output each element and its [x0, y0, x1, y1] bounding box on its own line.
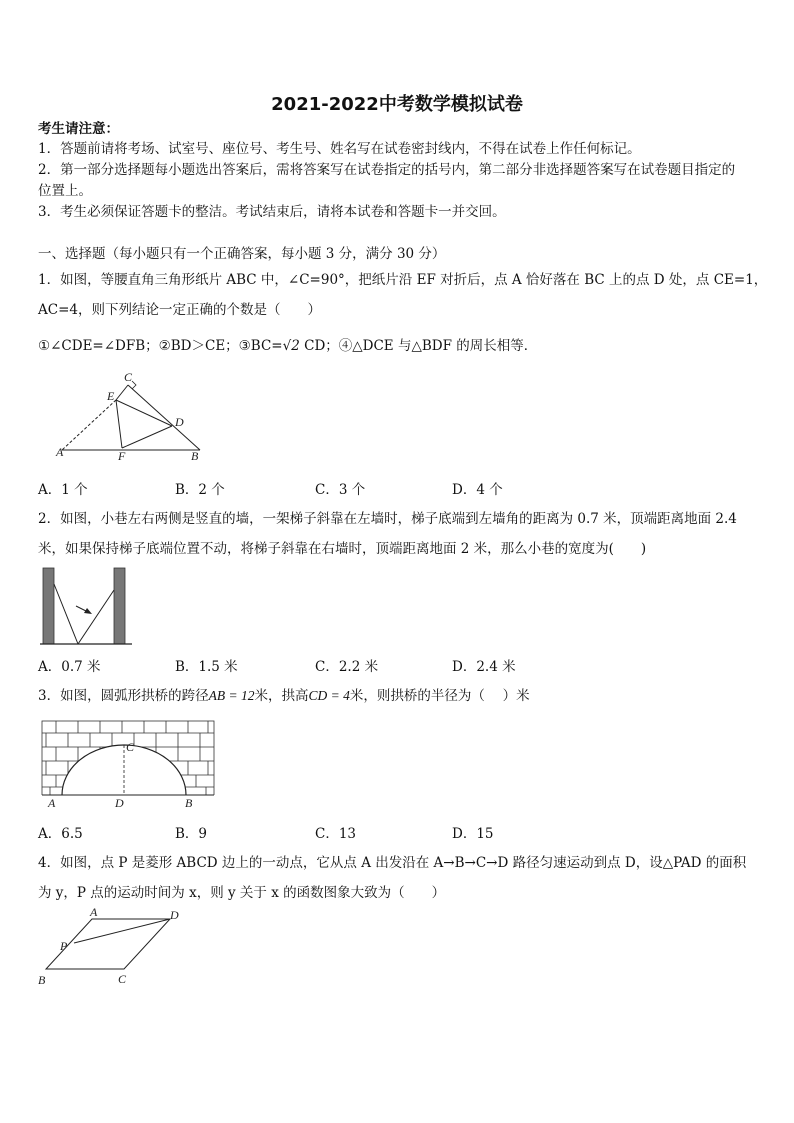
notice-item-2: 2．第一部分选择题每小题选出答案后，需将答案写在试卷指定的括号内，第二部分非选择题答案写在试卷题目指定的	[38, 162, 736, 178]
section-heading: 一、选择题（每小题只有一个正确答案，每小题 3 分，满分 30 分）	[38, 246, 446, 262]
q4-label-a: A	[90, 905, 98, 919]
q1-sqrt: √2	[282, 338, 300, 354]
q2-option-b[interactable]: B．1.5 米	[175, 659, 238, 675]
q1-label-c: C	[124, 370, 133, 384]
q4-label-p: P	[60, 939, 68, 953]
q3-option-a[interactable]: A．6.5	[38, 826, 83, 842]
q1-option-d[interactable]: D．4 个	[452, 482, 503, 498]
q2-stem-line2: 米，如果保持梯子底端位置不动，将梯子斜靠在右墙时，顶端距离地面 2 米，那么小巷的宽度为( )	[38, 541, 647, 557]
q3-stem-pre: 3．如图，圆弧形拱桥的跨径	[38, 688, 209, 704]
q1-triangle-figure	[50, 370, 210, 462]
q1-label-d: D	[175, 415, 184, 429]
q4-rhombus-figure	[36, 905, 186, 987]
q1-label-e: E	[107, 389, 115, 403]
q3-label-c: C	[126, 740, 135, 754]
q4-stem-line1: 4．如图，点 P 是菱形 ABCD 边上的一动点，它从点 A 出发沿在 A→B→C→D 路径匀速运动到点 D，设△PAD 的面积	[38, 855, 747, 871]
q3-stem-post: 米，则拱桥的半径为（ ）米	[349, 688, 530, 704]
q2-alley-figure	[40, 566, 135, 646]
q2-stem-line1: 2．如图，小巷左右两侧是竖直的墙，一架梯子斜靠在左墙时，梯子底端到左墙角的距离为 0.7 米，顶端距离地面 2.4	[38, 511, 737, 527]
q3-label-b: B	[185, 796, 193, 809]
q3-height-formula: CD = 4	[308, 688, 350, 703]
notice-item-1: 1．答题前请将考场、试室号、座位号、考生号、姓名写在试卷密封线内，不得在试卷上作任何标记。	[38, 141, 641, 157]
q1-statements-b: CD；④△DCE 与△BDF 的周长相等．	[304, 338, 538, 354]
q3-option-d[interactable]: D．15	[452, 826, 494, 842]
page-title: 2021-2022中考数学模拟试卷	[271, 94, 523, 115]
q2-option-c[interactable]: C．2.2 米	[315, 659, 379, 675]
q3-option-c[interactable]: C．13	[315, 826, 357, 842]
q3-stem-mid: 米，拱高	[254, 688, 309, 704]
q3-label-a: A	[48, 796, 56, 809]
q1-statements	[38, 336, 537, 356]
q4-stem-line2: 为 y，P 点的运动时间为 x，则 y 关于 x 的函数图象大致为（ ）	[38, 885, 446, 901]
q4-label-d: D	[170, 908, 179, 922]
q3-option-b[interactable]: B．9	[175, 826, 208, 842]
q3-stem	[38, 686, 530, 706]
q3-span-formula: AB = 12	[208, 688, 255, 703]
q4-label-b: B	[38, 973, 46, 987]
q1-option-c[interactable]: C．3 个	[315, 482, 366, 498]
notice-heading: 考生请注意：	[38, 121, 119, 137]
q4-label-c: C	[118, 972, 127, 986]
q1-label-f: F	[118, 449, 126, 462]
q1-stem-line1: 1．如图，等腰直角三角形纸片 ABC 中，∠C=90°，把纸片沿 EF 对折后，点 A 恰好落在 BC 上的点 D 处，点 CE=1，	[38, 272, 768, 288]
q1-label-a: A	[56, 445, 64, 459]
q2-option-d[interactable]: D．2.4 米	[452, 659, 516, 675]
q2-option-a[interactable]: A．0.7 米	[38, 659, 101, 675]
q1-statements-a: ①∠CDE=∠DFB；②BD＞CE；③BC=	[38, 338, 283, 354]
q1-option-a[interactable]: A．1 个	[38, 482, 88, 498]
q3-bridge-figure	[38, 717, 218, 809]
q1-stem-line2: AC=4，则下列结论一定正确的个数是（ ）	[38, 302, 321, 318]
q1-label-b: B	[191, 449, 199, 462]
q1-option-b[interactable]: B．2 个	[175, 482, 225, 498]
notice-item-3: 3．考生必须保证答题卡的整洁。考试结束后，请将本试卷和答题卡一并交回。	[38, 204, 506, 220]
q3-label-d: D	[115, 796, 124, 809]
notice-item-2-cont: 位置上。	[38, 183, 92, 199]
